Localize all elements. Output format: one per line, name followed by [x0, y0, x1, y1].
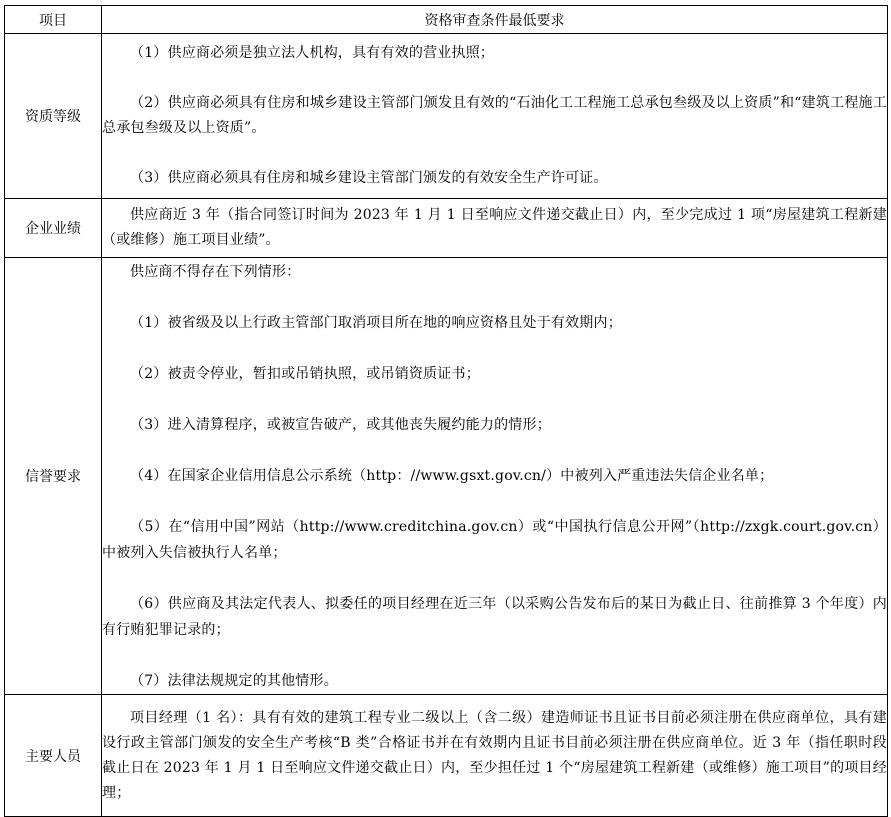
table-row [5, 199, 888, 258]
paragraph: 供应商近 3 年（指合同签订时间为 2023 年 1 月 1 日至响应文件递交截止日）内，至少完成过 1 项“房屋建筑工程新建（或维修）施工项目业绩”。 [102, 207, 887, 248]
paragraph: （3）进入清算程序，或被宣告破产，或其他丧失履约能力的情形； [130, 416, 551, 433]
row-label-performance: 企业业绩 [5, 199, 102, 258]
row-label-qualification: 资质等级 [5, 34, 102, 199]
row-content-credit [102, 258, 888, 695]
paragraph: 供应商不得存在下列情形： [130, 263, 301, 280]
row-content-personnel [102, 695, 888, 817]
row-content-performance [102, 199, 888, 258]
table-row [5, 34, 888, 199]
row-label-credit: 信誉要求 [5, 258, 102, 695]
paragraph: （6）供应商及其法定代表人、拟委任的项目经理在近三年（以采购公告发布后的某日为截止日、往前推算 3 个年度）内有行贿犯罪记录的； [102, 595, 887, 638]
paragraph: （1）供应商必须是独立法人机构，具有有效的营业执照； [130, 45, 495, 61]
paragraph: （1）被省级及以上行政主管部门取消项目所在地的响应资格且处于有效期内； [130, 314, 622, 331]
paragraph: （4）在国家企业信用信息公示系统（http：//www.gsxt.gov.cn/）中被列入严重违法失信企业名单； [130, 467, 774, 484]
header-project: 项目 [5, 6, 102, 34]
row-content-qualification [102, 34, 888, 199]
paragraph: （2）被责令停业，暂扣或吊销执照，或吊销资质证书； [130, 365, 480, 382]
table-row [5, 258, 888, 695]
qualification-table [4, 5, 888, 817]
table-header-row [5, 6, 888, 34]
paragraph: （7）法律法规规定的其他情形。 [130, 672, 338, 689]
header-requirements: 资格审查条件最低要求 [102, 6, 888, 34]
paragraph: （5）在“信用中国”网站（http://www.creditchina.gov.cn）或“中国执行信息公开网”（http://zxgk.court.gov.cn）中被列入失信被执行人名单； [102, 518, 887, 561]
row-label-personnel: 主要人员 [5, 695, 102, 817]
table-row [5, 695, 888, 817]
paragraph: 项目经理（1 名）：具有有效的建筑工程专业二级以上（含二级）建造师证书且证书目前必须注册在供应商单位，具有建设行政主管部门颁发的安全生产考核“B 类”合格证书并在有效期内且证书目前必须注册在供应商单位。近 3 年（指任职时段截止日在 2023 年 1 月 1 日至响应文件递交截止日）内，至少担任过 1 个“房屋建筑工程新建（或维修）施工项目”的项目经理； [102, 709, 887, 801]
paragraph: （2）供应商必须具有住房和城乡建设主管部门颁发且有效的“石油化工工程施工总承包叁级及以上资质”和“建筑工程施工总承包叁级及以上资质”。 [102, 95, 887, 136]
paragraph: （3）供应商必须具有住房和城乡建设主管部门颁发的有效安全生产许可证。 [130, 170, 608, 186]
